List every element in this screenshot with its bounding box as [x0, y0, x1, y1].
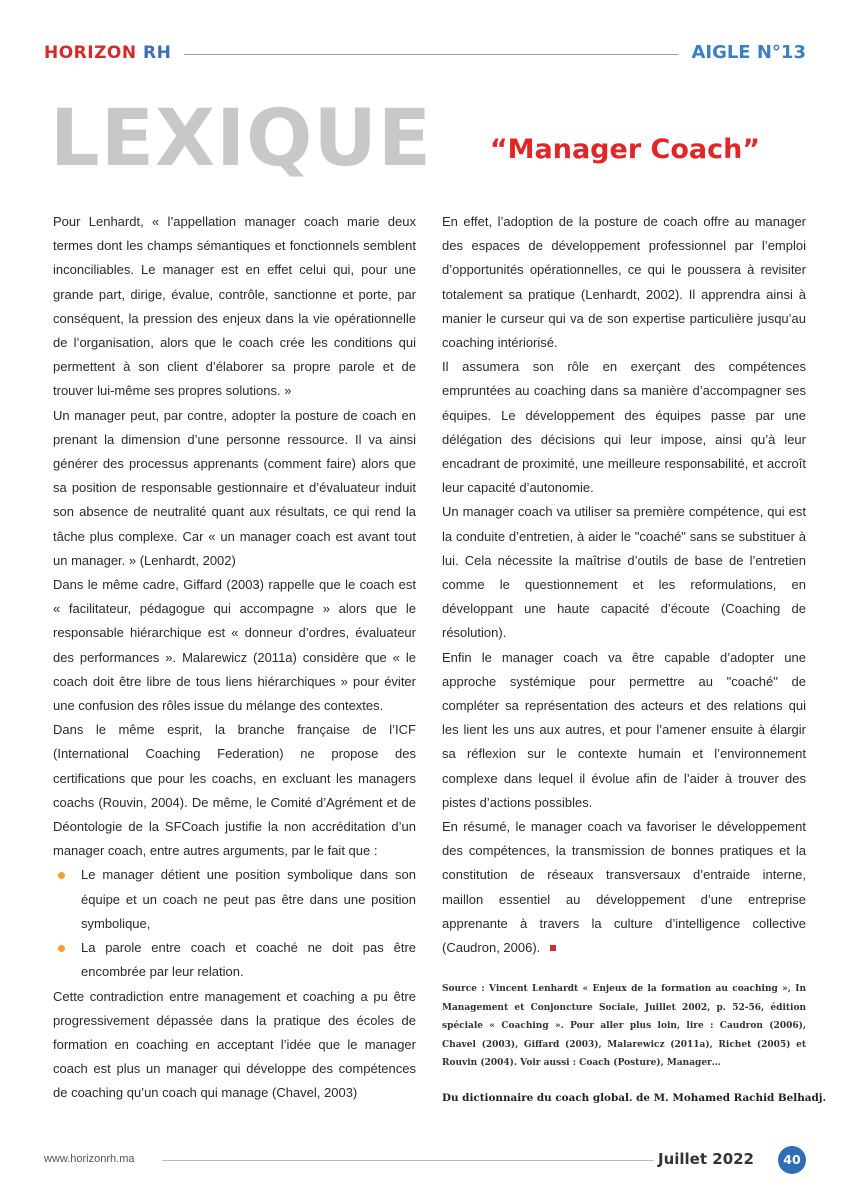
brand-logo	[44, 43, 171, 63]
paragraph-text: En résumé, le manager coach va favoriser le développement des compétences, la transmission de bonnes pratiques et la constitution de réseaux transversaux d’entraide interne, maillon essentiel au développement d’une entreprise apprenante à travers la culture d’intelligence collective (Caudron, 2006).	[442, 819, 806, 956]
dictionary-credit: Du dictionnaire du coach global. de M. Mohamed Rachid Belhadj.	[442, 1091, 827, 1104]
list-item-text: La parole entre coach et coaché ne doit pas être encombrée par leur relation.	[81, 940, 416, 980]
issue-date: Juillet 2022	[658, 1150, 754, 1168]
paragraph: Un manager coach va utiliser sa première compétence, qui est la conduite d’entretien, à aider le "coaché" sans se substituer à lui. Cela nécessite la maîtrise d’outils de base de l’entretien comme le questionnement et les reformulations, en développant une haute capacité d’écoute (Coaching de résolution).	[442, 504, 806, 641]
list-item	[53, 936, 416, 984]
page-header	[44, 40, 806, 68]
left-column	[53, 210, 416, 1106]
bullet-dot-icon	[58, 945, 65, 952]
paragraph: Il assumera son rôle en exerçant des compétences empruntées au coaching dans sa manière d’accompagner ses équipes. Le développement des équipes passe par une délégation des décisions qui leur impose, ainsi qu’à leur encadrant de proximité, une meilleure responsabilité, et accroît leur capacité d’autonomie.	[442, 359, 806, 496]
paragraph: Un manager peut, par contre, adopter la posture de coach en prenant la dimension d’une personne ressource. Il va ainsi générer des processus apprenants (comment faire) alors que sa position de responsable gestionnaire et d’évaluateur induit son absence de neutralité quant aux résultats, ce qui rend la tâche plus complexe. Car « un manager coach est avant tout un manager. » (Lenhardt, 2002)	[53, 407, 416, 568]
section-label: LEXIQUE	[50, 94, 433, 184]
article-title: “Manager Coach”	[489, 134, 761, 165]
footer-divider	[162, 1160, 654, 1161]
paragraph: En effet, l’adoption de la posture de coach offre au manager des espaces de développement professionnel par l’emploi d’opportunités opérationnelles, ce qui le poussera à revisiter totalement sa pratique (Lenhardt, 2002). Il apprendra ainsi à manier le curseur qui va de son expertise particulière jusqu’au coaching intériorisé.	[442, 214, 806, 351]
right-column	[442, 210, 827, 1107]
paragraph: Dans le même cadre, Giffard (2003) rappelle que le coach est « facilitateur, pédagogue qui accompagne » alors que le responsable hiérarchique est « donneur d’ordres, évaluateur des performances ». Malarewicz (2011a) considère que « le coach doit être libre de tous liens hiérarchiques » pour éviter une confusion des rôles issue du mélange des contextes.	[53, 577, 416, 714]
end-square-icon	[550, 945, 556, 951]
website-link[interactable]: www.horizonrh.ma	[44, 1153, 135, 1165]
bullet-list	[53, 863, 416, 984]
paragraph: Enfin le manager coach va être capable d’adopter une approche systémique pour permettre au "coaché" de compléter sa représentation des acteurs et des relations qui les lient les uns aux autres, et pour l’amener ensuite à élargir sa réflexion sur le contexte humain et l’environnement complexe dans lequel il évolue afin de l’aider à trouver des pistes d’actions possibles.	[442, 649, 806, 810]
paragraph-final	[442, 815, 806, 960]
paragraph: Cette contradiction entre management et coaching a pu être progressivement dépassée dans la pratique des écoles de formation en coaching en acceptant l’idée que le manager coach est plus un manager qui développe des compétences de coaching qu’un coach qui manage (Chavel, 2003)	[53, 988, 416, 1101]
page-number-badge: 40	[778, 1146, 806, 1174]
brand-rh: RH	[143, 43, 172, 63]
list-item-text: Le manager détient une position symbolique dans son équipe et un coach ne peut pas être dans une position symbolique,	[81, 867, 416, 931]
header-divider	[184, 54, 678, 55]
brand-horizon: HORIZON	[44, 43, 137, 63]
list-item	[53, 863, 416, 936]
bullet-dot-icon	[58, 872, 65, 879]
page-footer	[44, 1146, 806, 1174]
paragraph: Dans le même esprit, la branche française de l’ICF (International Coaching Federation) ne propose des certifications que pour les coachs, en excluant les managers coachs (Rouvin, 2004). De même, le Comité d’Agrément et de Déontologie de la SFCoach justifie la non accréditation d’un manager coach, entre autres arguments, par le fait que :	[53, 722, 416, 859]
issue-label: AIGLE N°13	[691, 42, 806, 63]
source-note: Source : Vincent Lenhardt « Enjeux de la formation au coaching », In Management et Conjoncture Sociale, Juillet 2002, p. 52-56, édition spéciale « Coaching ». Pour aller plus loin, lire : Caudron (2006), Chavel (2003), Giffard (2003), Malarewicz (2011a), Richet (2005) et Rouvin (2004). Voir aussi : Coach (Posture), Manager…	[442, 984, 806, 1069]
paragraph: Pour Lenhardt, « l’appellation manager coach marie deux termes dont les champs sémantiques et fonctionnels semblent inconciliables. Le manager est en effet celui qui, pour une grande part, dirige, évalue, contrôle, sanctionne et porte, par conséquent, la pression des enjeux dans la vie opérationnelle de l’organisation, alors que le coach crée les conditions qui permettent à son client d’élaborer sa propre parole et de trouver lui-même ses propres solutions. »	[53, 214, 416, 399]
